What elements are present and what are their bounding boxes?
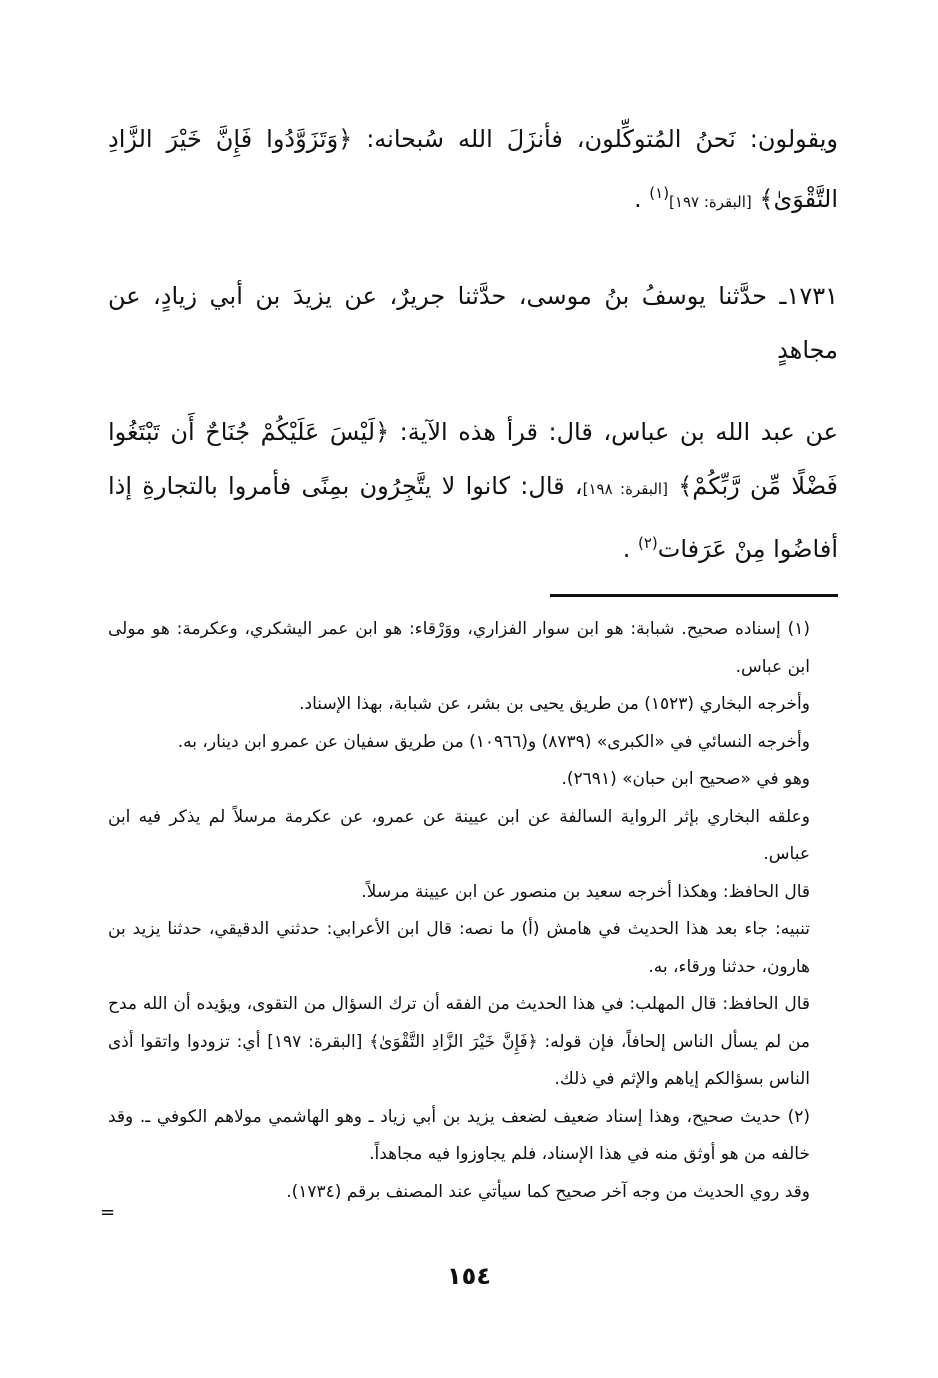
footnote-line: وقد روي الحديث من وجه آخر صحيح كما سيأتي عند المصنف برقم (١٧٣٤). — [286, 1181, 810, 1202]
paragraph-1-text: ويقولون: نَحنُ المُتوكِّلون، فأنزَلَ الله سُبحانه: ﴿وَتَزَوَّدُوا فَإِنَّ خَيْرَ الزَّادِ التَّقْوَىٰ﴾ — [108, 125, 838, 213]
footnotes — [108, 611, 838, 1211]
paragraph-end: . — [633, 185, 642, 213]
paragraph-end: . — [622, 535, 631, 563]
footnote-line: وعلقه البخاري بإثر الرواية السالفة عن ابن عيينة عن عمرو، عن عكرمة مرسلاً لم يذكر فيه ابن عباس. — [108, 806, 810, 864]
hadith-chain-text: ١٧٣١ـ حدَّثنا يوسفُ بنُ موسى، حدَّثنا جريرٌ، عن يزيدَ بن أبي زيادٍ، عن مجاهدٍ — [108, 282, 838, 364]
main-text — [108, 112, 838, 576]
page-number: ١٥٤ — [447, 1262, 491, 1290]
quran-reference: [البقرة: ١٩٧] — [669, 193, 752, 211]
footnote-separator — [550, 594, 838, 597]
continuation-mark: = — [100, 1202, 116, 1223]
footnote-line: (٢) حديث صحيح، وهذا إسناد ضعيف لضعف يزيد بن أبي زياد ـ وهو الهاشمي مولاهم الكوفي ـ. وقد خالفه من هو أوثق منه في هذا الإسناد، فلم يجاوزوا فيه مجاهداً. — [108, 1106, 810, 1164]
footnote-line: (١) إسناده صحيح. شبابة: هو ابن سوار الفزاري، ووَرْقاء: هو ابن عمر اليشكري، وعكرمة: هو مولى ابن عباس. — [108, 619, 810, 677]
footnote-line: تنبيه: جاء بعد هذا الحديث في هامش (أ) ما نصه: قال ابن الأعرابي: حدثني الدقيقي، حدثنا يزيد بن هارون، حدثنا ورقاء، به. — [108, 919, 810, 977]
footnote-line: قال الحافظ: وهكذا أخرجه سعيد بن منصور عن ابن عيينة مرسلاً. — [361, 881, 810, 902]
footnote-line: وأخرجه البخاري (١٥٢٣) من طريق يحيى بن بشر، عن شبابة، بهذا الإسناد. — [299, 694, 810, 714]
paragraph-1 — [108, 112, 838, 229]
page-body — [108, 112, 838, 1211]
footnote-line: قال الحافظ: قال المهلب: في هذا الحديث من الفقه أن ترك السؤال من التقوى، ويؤيده أن الله مدح من لم يسأل الناس إلحافاً، فإن قوله: ﴿فَإِنَّ خَيْرَ الزَّادِ التَّقْوَىٰ﴾ [البقرة: ١٩٧] أي: تزودوا واتقوا أذى الناس بسؤالكم إياهم والإثم في ذلك. — [108, 994, 811, 1089]
footnote-marker: (١) — [649, 184, 670, 202]
paragraph-3-text: عن عبد الله بن عباس، قال: قرأ هذه الآية: ﴿لَيْسَ عَلَيْكُمْ جُنَاحٌ أَن تَبْتَغُوا فَضْلًا مِّن رَّبِّكُمْ﴾ — [108, 418, 838, 500]
paragraph-3 — [108, 405, 838, 576]
quran-reference: [البقرة: ١٩٨] — [582, 480, 668, 498]
paragraph-3-text-continued: ، قال: كانوا لا يتَّجِرُون بمِنًى فأمروا بالتجارةِ إذا أفاضُوا مِنْ عَرَفات — [108, 472, 838, 563]
footnote-marker: (٢) — [637, 534, 658, 552]
footnote-line: وأخرجه النسائي في «الكبرى» (٨٧٣٩) و(١٠٩٦٦) من طريق سفيان عن عمرو ابن دينار، به. — [177, 731, 810, 752]
footnote-line: وهو في «صحيح ابن حبان» (٢٦٩١). — [561, 769, 810, 789]
hadith-chain — [108, 269, 838, 377]
